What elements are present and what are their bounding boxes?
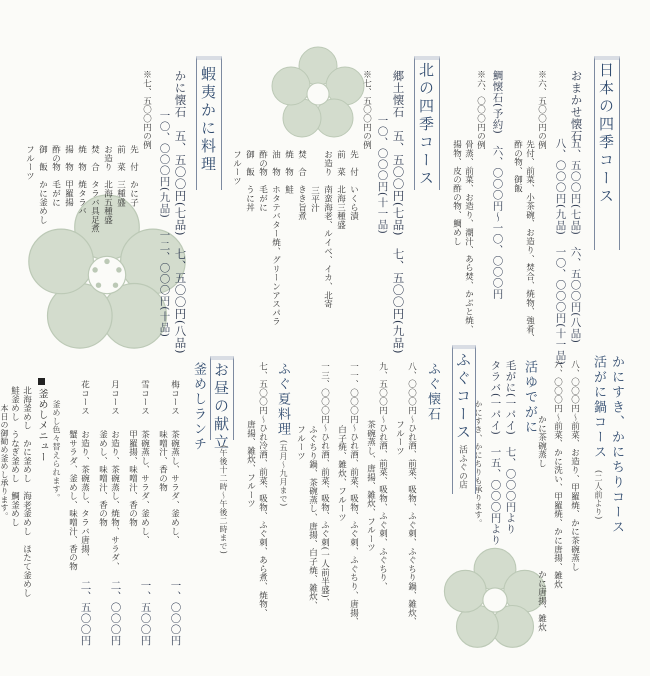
ebisu-price-2: 一〇、〇〇〇円(九品) 一二、〇〇〇円(十品) <box>158 110 171 338</box>
lunch-course-desc: お造り、茶碗蒸し、タラバ唐揚、 <box>79 430 90 562</box>
kita-item: フルーツ <box>231 150 242 186</box>
ebisu-item: フルーツ <box>24 145 35 181</box>
omakase-example-detail-1: 先付、前菜、小茶碗、お造り、焚合、焼物、強肴、 <box>524 140 535 343</box>
omakase-price-2: 八、〇〇〇円(九品) 一〇、〇〇〇円(十一品) <box>554 138 567 366</box>
tai-example: ※六、〇〇〇円の例 <box>475 70 486 150</box>
fugu-p3: 一一、〇〇〇円〜ひれ酒、前菜、吸物、ふぐ刺、ふぐちり、唐揚、 <box>348 362 359 626</box>
kamameshi-line-3: 本日の御勧め釜めし承ります。 <box>0 404 9 521</box>
kita-item: お造り 南蛮海老、ルイベ、イカ、北寄 <box>322 150 333 309</box>
fugu-p4c: フルーツ <box>295 425 306 461</box>
fugu-s1: 七、五〇〇円〜ひれ冷酒、前菜、吸物、ふぐ刺、あら煮、焼物、 <box>257 362 268 618</box>
lunch-title: お昼の献立 <box>212 362 230 452</box>
tai-example-detail-1: 骨蒸、前菜、お造り、潮汁、あら焚、かぶと焼、 <box>463 140 474 334</box>
lunch-course-name: 花コース <box>79 380 90 416</box>
kamameshi-title-wrap <box>36 378 46 462</box>
ebisu-item: 揚 物 甲羅揚 <box>63 145 74 207</box>
kita-item: 酢の物 毛がに <box>257 150 268 212</box>
kamameshi-title: 釜めしメニュー <box>36 388 47 463</box>
fugu-s1b: 唐揚、雑炊、フルーツ <box>245 420 256 508</box>
fugu-title-sub: 活ふぐの店 <box>457 445 468 489</box>
kanisuki-title: かにすき、かにちりコース <box>609 355 624 535</box>
lunch-course-desc: 茶碗蒸し、サラダ、釜めし、 <box>169 430 180 545</box>
lunch-note: 釜めし色々替えられます。 <box>52 400 61 502</box>
kanisuki-subtitle: 活がに鍋コース <box>591 355 606 460</box>
fugu-p2b: 茶碗蒸し、唐揚、雑炊、フルーツ <box>365 420 376 552</box>
kanisuki-price-3: かに茶碗蒸し <box>536 415 547 468</box>
fugu-p3b: 白子焼、雑炊、フルーツ <box>336 425 347 522</box>
lunch-course-desc: 味噌汁、香の物 <box>157 430 168 492</box>
kanisuki-price-1: 八、〇〇〇円〜前菜、お造り、甲羅焼、かに茶碗蒸し <box>569 360 580 572</box>
fugu-p2: 九、五〇〇円〜ひれ酒、前菜、吸物、ふぐ刺、ふぐちり、 <box>377 362 388 591</box>
lunch-course-price: 二、五〇〇円 <box>79 580 92 646</box>
fugu-title: ふぐコース <box>454 352 472 442</box>
kanisuki-subnote: (二人前より) <box>594 470 603 520</box>
fugu-kaiseki: ふぐ懐石 <box>425 362 440 422</box>
katsu-line-1: 毛がに(一パイ) 七、〇〇〇円より <box>504 360 517 535</box>
katsu-title: 活ゆでがに <box>522 360 537 435</box>
kita-item: 焚 合 きき旨煮 <box>296 150 307 221</box>
katsu-note: かにすき、かにちりも承ります。 <box>474 400 483 528</box>
ebisu-item: 酢の物 毛がに <box>50 145 61 207</box>
lunch-course-name: 梅コース <box>169 380 180 416</box>
fugu-summer: ふぐ夏料理 <box>275 362 290 437</box>
kita-item: 前 菜 北海三種盛 <box>335 150 346 230</box>
fugu-p4b: ふぐちり鍋、茶碗蒸し、唐揚、白子焼、雑炊、 <box>307 425 318 610</box>
kita-item: 三平汁 <box>309 186 320 213</box>
kita-name-price: 郷土懐石 五、五〇〇円(七品) 七、五〇〇円(九品) <box>391 70 406 354</box>
square-bullet-icon <box>38 378 45 385</box>
lunch-course-price: 二、〇〇〇円 <box>109 580 122 646</box>
omakase-example-detail-2: 酢の物、御飯 <box>512 140 523 193</box>
kamameshi-line-1: 北海釜めし かに釜めし 海老釜めし ほたて釜めし <box>21 386 32 598</box>
fugu-p1: 八、〇〇〇円〜ひれ酒、前菜、吸物、ふぐ刺、ふぐちり鍋、雑炊、 <box>406 362 417 626</box>
lunch-course-name: 雪コース <box>139 380 150 416</box>
ebisu-item: 焚 合 タラバ具足煮 <box>89 145 100 233</box>
kita-item: 焼 物 鮭 <box>283 150 294 194</box>
ebisu-item: 御 飯 かに釜めし <box>37 145 48 225</box>
katsu-line-2: タラバ(一パイ) 一五、〇〇〇円より <box>489 360 502 546</box>
ebisu-item: 前 菜 三種盛 <box>115 145 126 207</box>
fugu-p1b: フルーツ <box>394 420 405 456</box>
plum-blossom-icon <box>268 44 368 144</box>
tai-example-detail-2: 揚物、皮の酢の物、鯛めし <box>451 140 462 246</box>
lunch-title-note: (午後十二時〜午後二時まで) <box>219 445 228 555</box>
lunch-course-name: 月コース <box>109 380 120 416</box>
fugu-summer-note: (五月〜九月まで) <box>279 440 288 507</box>
omakase-name: おまかせ懐石 <box>569 70 584 142</box>
tai-kaiseki: 鯛懐石(予約) 六、〇〇〇円〜一〇、〇〇〇円 <box>491 70 504 300</box>
kamameshi-line-2: 鮭釜めし うなぎ釜めし 鯛釜めし <box>9 386 20 527</box>
nihon-title: 日本の四季コース <box>597 62 615 206</box>
kanisuki-price-2: 六、〇〇〇円〜前菜、かに洗い、甲羅焼、かに唐揚、雑炊 <box>552 360 563 589</box>
lunch-course-price: 一、五〇〇円 <box>139 580 152 646</box>
lunch-course-price: 一、〇〇〇円 <box>169 580 182 646</box>
kita-example: ※七、五〇〇円の例 <box>361 70 372 150</box>
kita-price-2: 一〇、〇〇〇円(十一品) <box>376 115 389 235</box>
ebisu-item: 先 付 かに子 <box>128 145 139 207</box>
lunch-sub: 釜めしランチ <box>191 362 206 452</box>
kita-item: 御 飯 うに丼 <box>244 150 255 212</box>
lunch-course-desc: お造り、茶碗蒸し、焼物、サラダ、 <box>109 430 120 571</box>
ebisu-item: 焼 物 焼タラバ <box>76 145 87 216</box>
lunch-course-desc: 茶碗蒸し、サラダ、釜めし、 <box>139 430 150 545</box>
omakase-example: ※六、五〇〇円の例 <box>536 70 547 150</box>
lunch-course-desc: 蟹サラダ、釜めし、味噌汁、香の物 <box>67 430 78 571</box>
kanisuki-price-4: かに唐揚、雑炊 <box>536 570 547 632</box>
ebisu-item: お造り 北海五種盛 <box>102 145 113 225</box>
omakase-price-1: 五、五〇〇円(七品) 六、五〇〇円(八品) <box>569 138 582 344</box>
ebisu-example: ※七、五〇〇円の例 <box>141 70 152 150</box>
lunch-course-desc: 甲羅揚、味噌汁、香の物 <box>127 430 138 527</box>
plum-blossom-icon <box>440 545 550 655</box>
lunch-course-desc: 釜めし、味噌汁、香の物 <box>97 430 108 527</box>
kita-title: 北の四季コース <box>417 62 435 188</box>
ebisu-name-price: かに懐石 五、五〇〇円(七品) 七、五〇〇円(八品) <box>173 70 188 354</box>
kita-item: 油 物 ホタテバター焼、グリーンアスパラ <box>270 150 281 326</box>
ebisu-title: 蝦夷かに料理 <box>199 66 217 174</box>
kita-item: 先 付 いくら漬 <box>348 150 359 221</box>
fugu-p4: 一三、〇〇〇円〜ひれ酒、前菜、吸物、ふぐ刺(一人前半盛)、 <box>319 362 330 607</box>
